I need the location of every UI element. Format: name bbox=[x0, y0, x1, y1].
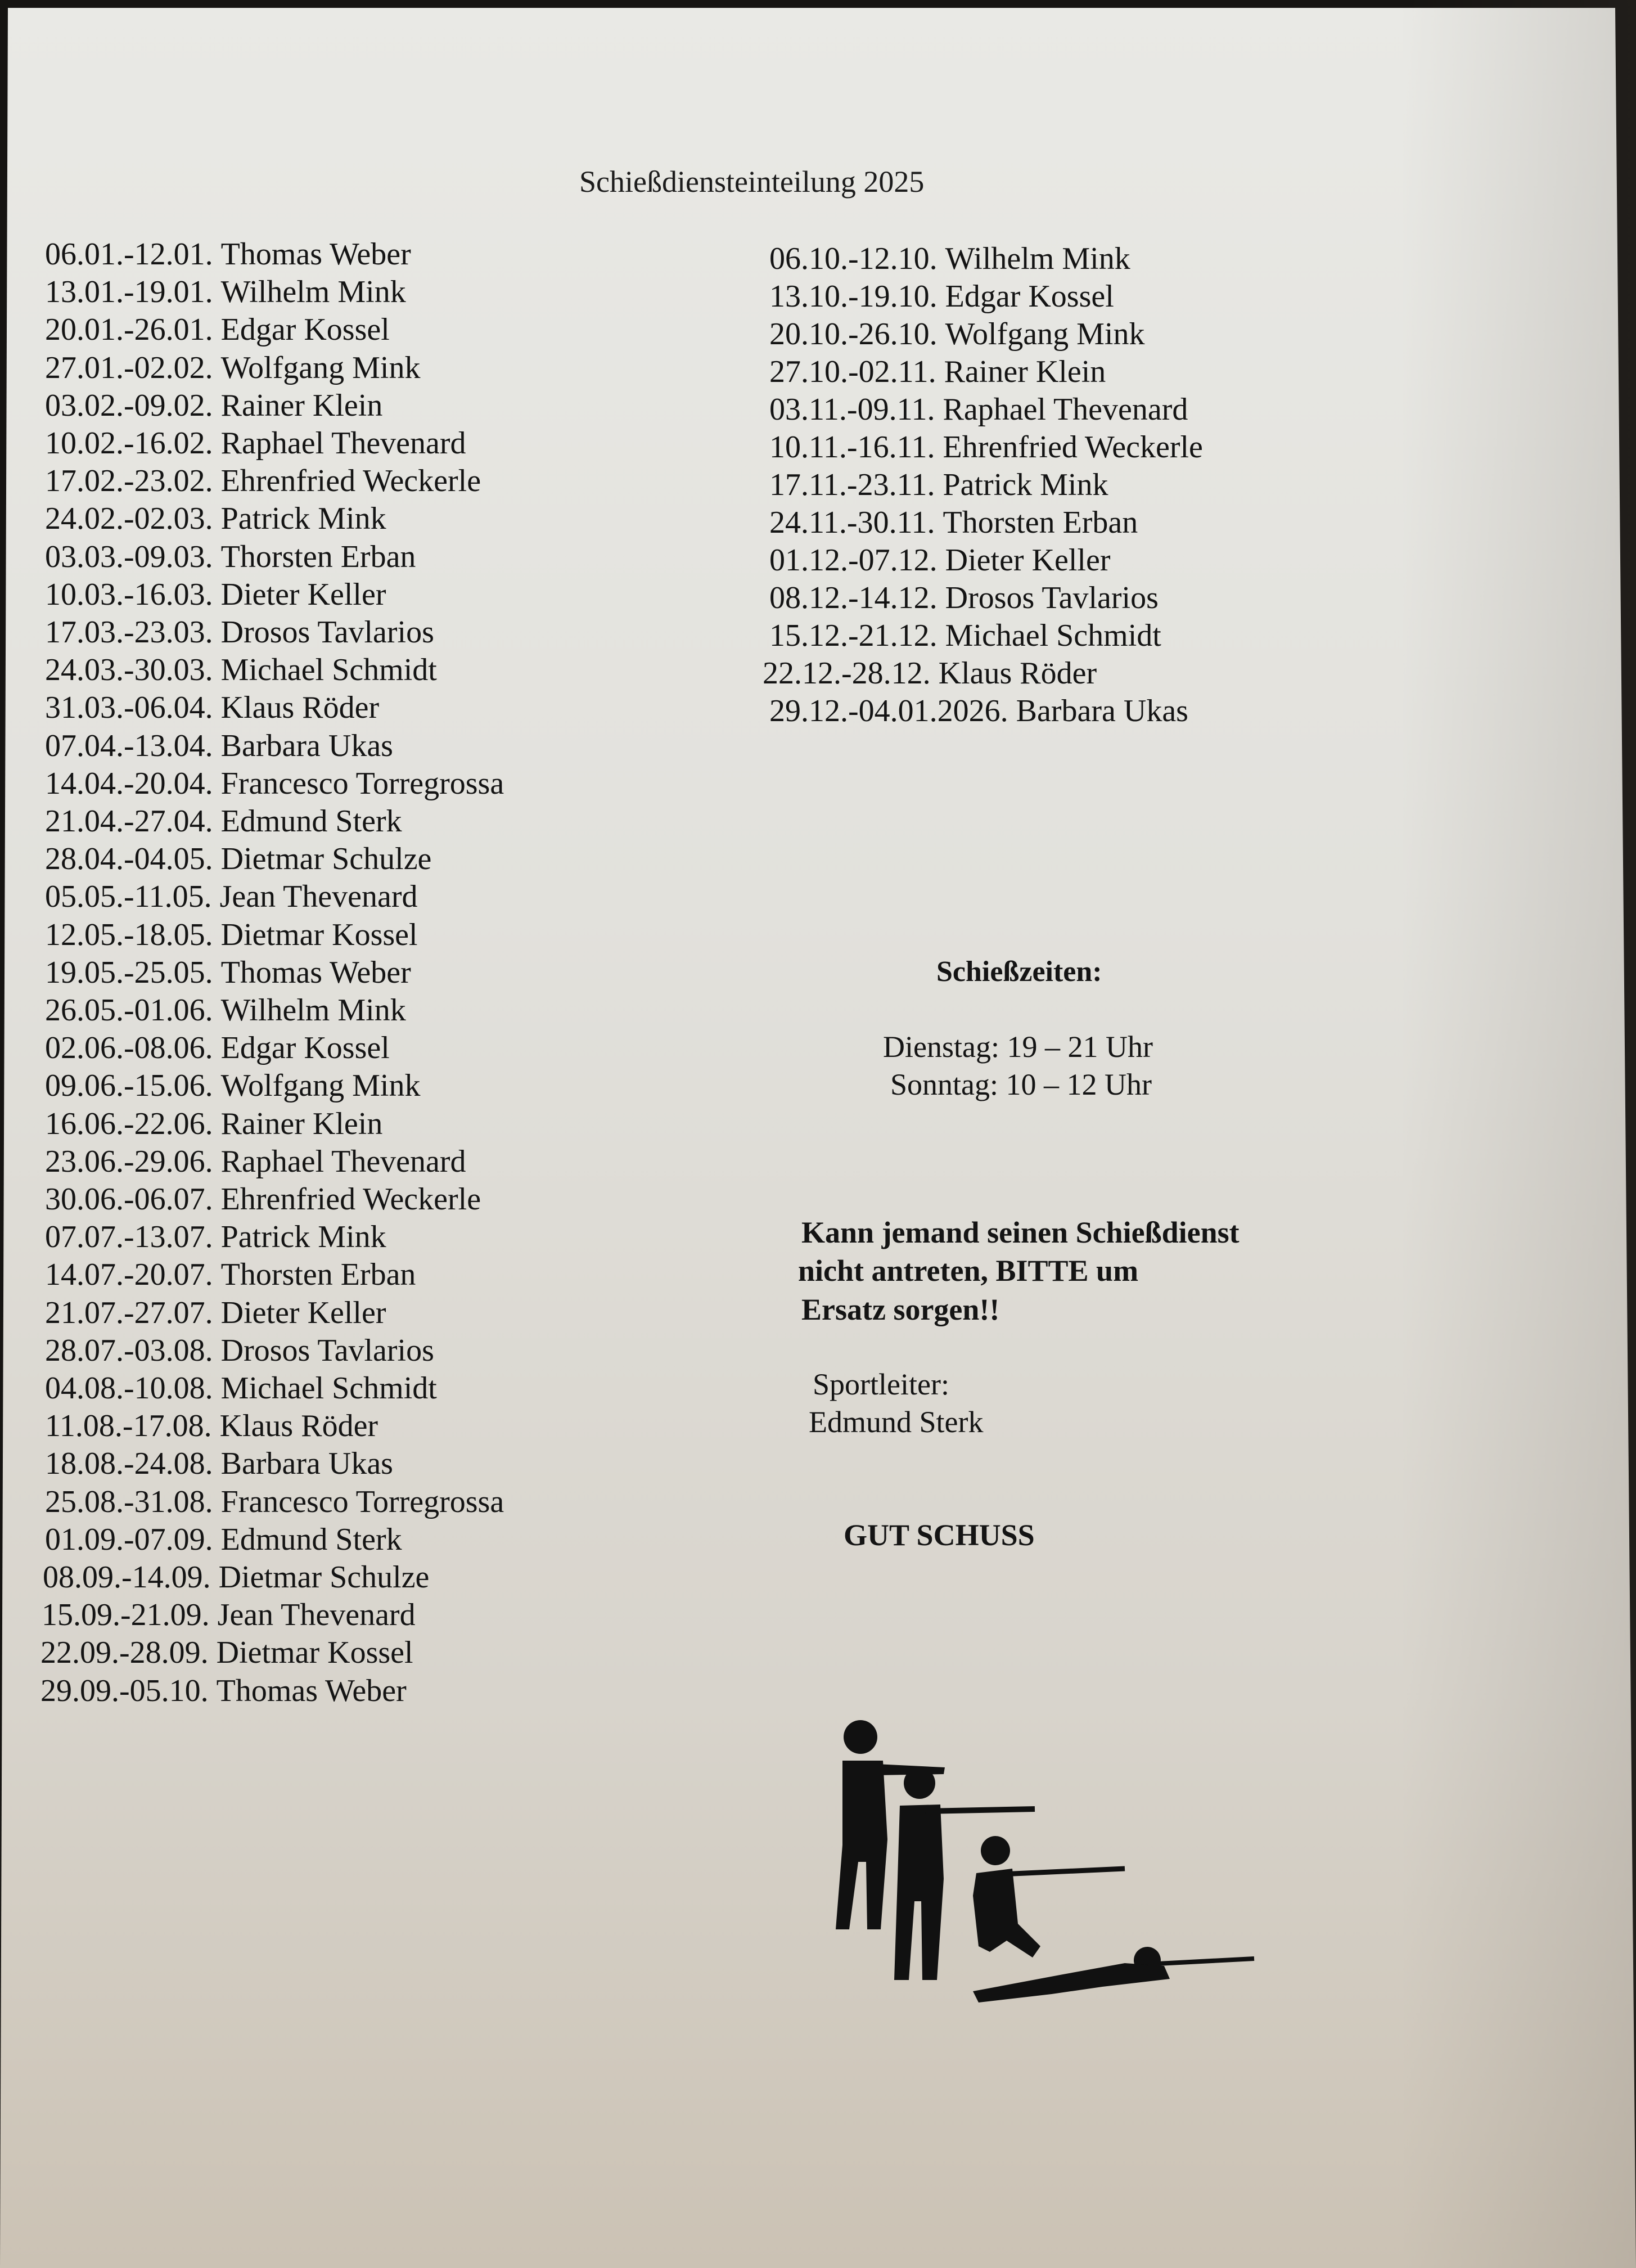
schedule-person: Wolfgang Mink bbox=[945, 317, 1145, 352]
schedule-person: Rainer Klein bbox=[220, 1106, 383, 1141]
schedule-row bbox=[45, 1486, 504, 1518]
schedule-person: Ehrenfried Weckerle bbox=[943, 430, 1203, 465]
schedule-dates: 29.12.-04.01.2026. bbox=[769, 694, 1008, 728]
schedule-row bbox=[45, 1146, 466, 1177]
schedule-row bbox=[45, 1257, 416, 1293]
schedule-dates: 27.01.-02.02. bbox=[45, 350, 213, 385]
schedule-dates: 01.12.-07.12. bbox=[769, 543, 938, 578]
schedule-person: Wilhelm Mink bbox=[220, 993, 406, 1028]
schedule-row bbox=[45, 541, 416, 573]
schedule-dates: 19.05.-25.05. bbox=[45, 955, 213, 990]
schedule-row bbox=[45, 1410, 378, 1442]
times-heading: Schießzeiten: bbox=[936, 956, 1102, 988]
schedule-dates: 05.05.-11.05. bbox=[45, 879, 212, 915]
schedule-dates: 14.04.-20.04. bbox=[45, 766, 213, 801]
schedule-person: Jean Thevenard bbox=[219, 879, 418, 915]
schedule-dates: 20.10.-26.10. bbox=[769, 317, 938, 352]
schedule-row bbox=[45, 579, 386, 610]
schedule-row bbox=[45, 238, 411, 270]
schedule-person: Drosos Tavlarios bbox=[220, 1333, 434, 1368]
schedule-dates: 28.04.-04.05. bbox=[45, 842, 213, 877]
schedule-person: Francesco Torregrossa bbox=[220, 1484, 504, 1519]
schedule-person: Dieter Keller bbox=[220, 1295, 386, 1330]
schedule-dates: 17.02.-23.02. bbox=[45, 464, 213, 499]
schedule-row bbox=[45, 390, 382, 421]
schedule-dates: 06.10.-12.10. bbox=[769, 241, 938, 276]
schedule-dates: 23.06.-29.06. bbox=[45, 1144, 213, 1179]
notice-line-2: nicht antreten, BITTE um bbox=[798, 1254, 1139, 1288]
schedule-dates: 24.11.-30.11. bbox=[769, 505, 935, 540]
schedule-row bbox=[769, 356, 1106, 388]
schedule-row bbox=[45, 843, 431, 875]
schedule-row bbox=[45, 616, 434, 648]
schedule-dates: 07.04.-13.04. bbox=[45, 728, 213, 763]
schedule-row bbox=[45, 654, 437, 686]
schedule-dates: 03.02.-09.02. bbox=[45, 388, 213, 423]
schedule-row bbox=[40, 1675, 407, 1707]
schedule-row bbox=[45, 768, 504, 799]
schedule-row bbox=[45, 1032, 390, 1064]
schedule-dates: 07.07.-13.07. bbox=[45, 1220, 213, 1255]
schedule-row bbox=[45, 1221, 386, 1253]
schedule-row bbox=[763, 658, 1097, 689]
schedule-person: Jean Thevenard bbox=[217, 1598, 416, 1633]
schedule-row bbox=[769, 431, 1203, 463]
schedule-person: Dietmar Schulze bbox=[218, 1560, 430, 1595]
schedule-row bbox=[769, 469, 1108, 501]
schedule-person: Ehrenfried Weckerle bbox=[220, 1182, 481, 1217]
schedule-row bbox=[45, 1372, 437, 1404]
schedule-dates: 31.03.-06.04. bbox=[45, 690, 213, 726]
shooters-silhouette-icon bbox=[810, 1710, 1260, 2014]
schedule-dates: 01.09.-07.09. bbox=[45, 1522, 213, 1557]
schedule-row bbox=[769, 243, 1130, 274]
closing-text: GUT SCHUSS bbox=[844, 1518, 1035, 1552]
schedule-row bbox=[45, 428, 466, 459]
schedule-person: Patrick Mink bbox=[220, 501, 386, 537]
schedule-person: Edgar Kossel bbox=[220, 1030, 390, 1066]
schedule-row bbox=[45, 1524, 402, 1555]
schedule-row bbox=[45, 919, 418, 951]
schedule-row bbox=[45, 276, 406, 308]
schedule-person: Michael Schmidt bbox=[945, 618, 1161, 653]
schedule-dates: 29.09.-05.10. bbox=[40, 1673, 209, 1708]
schedule-dates: 02.06.-08.06. bbox=[45, 1030, 213, 1066]
schedule-dates: 27.10.-02.11. bbox=[769, 354, 936, 389]
schedule-dates: 14.07.-20.07. bbox=[45, 1257, 213, 1293]
paper-shadow bbox=[1400, 0, 1636, 2268]
schedule-dates: 09.06.-15.06. bbox=[45, 1068, 213, 1104]
schedule-dates: 17.03.-23.03. bbox=[45, 615, 213, 650]
schedule-row bbox=[45, 1446, 393, 1482]
schedule-dates: 10.11.-16.11. bbox=[769, 430, 935, 465]
schedule-dates: 26.05.-01.06. bbox=[45, 993, 213, 1028]
page-title: Schießdiensteinteilung 2025 bbox=[579, 165, 925, 199]
schedule-row bbox=[769, 394, 1188, 425]
sportleiter-label: Sportleiter: bbox=[813, 1367, 949, 1401]
schedule-row bbox=[45, 690, 380, 726]
schedule-person: Raphael Thevenard bbox=[220, 426, 466, 461]
schedule-person: Drosos Tavlarios bbox=[220, 615, 434, 650]
schedule-dates: 13.01.-19.01. bbox=[45, 274, 213, 310]
schedule-person: Barbara Ukas bbox=[220, 1446, 393, 1482]
schedule-person: Michael Schmidt bbox=[220, 652, 437, 688]
schedule-dates: 15.09.-21.09. bbox=[42, 1598, 210, 1633]
schedule-person: Dieter Keller bbox=[220, 577, 386, 612]
schedule-person: Barbara Ukas bbox=[220, 728, 393, 763]
schedule-dates: 10.02.-16.02. bbox=[45, 426, 213, 461]
schedule-dates: 30.06.-06.07. bbox=[45, 1182, 213, 1217]
schedule-row bbox=[45, 806, 402, 837]
schedule-row bbox=[45, 1068, 421, 1104]
schedule-person: Thorsten Erban bbox=[220, 1257, 416, 1293]
schedule-dates: 16.06.-22.06. bbox=[45, 1106, 213, 1141]
schedule-dates: 21.07.-27.07. bbox=[45, 1295, 213, 1330]
schedule-person: Thomas Weber bbox=[216, 1673, 407, 1708]
schedule-dates: 15.12.-21.12. bbox=[769, 618, 938, 653]
schedule-dates: 08.09.-14.09. bbox=[43, 1560, 211, 1595]
schedule-dates: 25.08.-31.08. bbox=[45, 1484, 213, 1519]
schedule-row bbox=[769, 318, 1144, 350]
schedule-row bbox=[45, 1335, 434, 1366]
schedule-row bbox=[45, 1184, 481, 1215]
schedule-dates: 22.12.-28.12. bbox=[763, 656, 931, 691]
notice-line-3: Ersatz sorgen!! bbox=[801, 1293, 1000, 1326]
schedule-person: Michael Schmidt bbox=[220, 1371, 437, 1406]
times-tuesday: Dienstag: 19 – 21 Uhr bbox=[883, 1030, 1153, 1064]
schedule-dates: 28.07.-03.08. bbox=[45, 1333, 213, 1368]
schedule-row bbox=[45, 1108, 382, 1140]
schedule-row bbox=[45, 1297, 386, 1329]
schedule-row bbox=[769, 695, 1188, 727]
schedule-dates: 10.03.-16.03. bbox=[45, 577, 213, 612]
schedule-row bbox=[769, 620, 1161, 651]
schedule-person: Klaus Röder bbox=[219, 1408, 378, 1444]
schedule-person: Dieter Keller bbox=[945, 543, 1111, 578]
schedule-dates: 24.03.-30.03. bbox=[45, 652, 213, 688]
schedule-person: Klaus Röder bbox=[938, 656, 1097, 691]
schedule-dates: 13.10.-19.10. bbox=[769, 279, 938, 314]
schedule-person: Edgar Kossel bbox=[220, 312, 390, 348]
schedule-person: Rainer Klein bbox=[944, 354, 1106, 389]
schedule-dates: 18.08.-24.08. bbox=[45, 1446, 213, 1482]
schedule-person: Thomas Weber bbox=[220, 237, 411, 272]
schedule-person: Barbara Ukas bbox=[1016, 694, 1188, 728]
schedule-row bbox=[45, 994, 406, 1026]
schedule-person: Edmund Sterk bbox=[220, 1522, 402, 1557]
schedule-person: Raphael Thevenard bbox=[943, 392, 1188, 427]
schedule-dates: 03.11.-09.11. bbox=[769, 392, 935, 427]
schedule-person: Thorsten Erban bbox=[220, 539, 416, 574]
schedule-row bbox=[45, 352, 420, 384]
schedule-person: Thorsten Erban bbox=[943, 505, 1138, 540]
schedule-dates: 22.09.-28.09. bbox=[40, 1635, 209, 1671]
schedule-dates: 12.05.-18.05. bbox=[45, 917, 213, 952]
schedule-row bbox=[45, 465, 481, 497]
schedule-dates: 24.02.-02.03. bbox=[45, 501, 213, 537]
schedule-dates: 06.01.-12.01. bbox=[45, 237, 213, 272]
schedule-row bbox=[45, 879, 418, 915]
schedule-row bbox=[42, 1599, 416, 1631]
schedule-row bbox=[769, 281, 1114, 312]
schedule-dates: 21.04.-27.04. bbox=[45, 804, 213, 839]
schedule-dates: 17.11.-23.11. bbox=[769, 467, 935, 502]
schedule-person: Raphael Thevenard bbox=[220, 1144, 466, 1179]
schedule-dates: 03.03.-09.03. bbox=[45, 539, 213, 574]
schedule-person: Francesco Torregrossa bbox=[220, 766, 504, 801]
schedule-person: Wilhelm Mink bbox=[220, 274, 406, 310]
times-sunday: Sonntag: 10 – 12 Uhr bbox=[890, 1068, 1152, 1101]
sportleiter-name: Edmund Sterk bbox=[809, 1405, 984, 1439]
schedule-person: Dietmar Kossel bbox=[216, 1635, 413, 1671]
schedule-person: Drosos Tavlarios bbox=[945, 580, 1159, 615]
schedule-row bbox=[769, 582, 1159, 614]
schedule-person: Wolfgang Mink bbox=[220, 350, 421, 385]
schedule-person: Patrick Mink bbox=[943, 467, 1108, 502]
schedule-person: Patrick Mink bbox=[220, 1220, 386, 1255]
schedule-person: Ehrenfried Weckerle bbox=[220, 464, 481, 499]
schedule-row bbox=[45, 501, 386, 537]
schedule-row bbox=[45, 312, 390, 348]
schedule-person: Klaus Röder bbox=[220, 690, 380, 726]
schedule-dates: 08.12.-14.12. bbox=[769, 580, 938, 615]
schedule-person: Wilhelm Mink bbox=[945, 241, 1130, 276]
schedule-dates: 04.08.-10.08. bbox=[45, 1371, 213, 1406]
notice-line-1: Kann jemand seinen Schießdienst bbox=[801, 1216, 1240, 1249]
schedule-dates: 11.08.-17.08. bbox=[45, 1408, 212, 1444]
schedule-row bbox=[769, 544, 1111, 576]
schedule-row bbox=[45, 957, 411, 988]
schedule-person: Wolfgang Mink bbox=[220, 1068, 421, 1104]
schedule-person: Dietmar Schulze bbox=[220, 842, 432, 877]
schedule-dates: 20.01.-26.01. bbox=[45, 312, 213, 348]
schedule-person: Rainer Klein bbox=[220, 388, 383, 423]
schedule-row bbox=[769, 507, 1138, 538]
schedule-row bbox=[43, 1562, 429, 1593]
schedule-person: Edgar Kossel bbox=[945, 279, 1114, 314]
schedule-person: Thomas Weber bbox=[220, 955, 411, 990]
schedule-row bbox=[40, 1635, 413, 1671]
schedule-person: Edmund Sterk bbox=[220, 804, 402, 839]
schedule-person: Dietmar Kossel bbox=[220, 917, 418, 952]
schedule-row bbox=[45, 730, 393, 762]
